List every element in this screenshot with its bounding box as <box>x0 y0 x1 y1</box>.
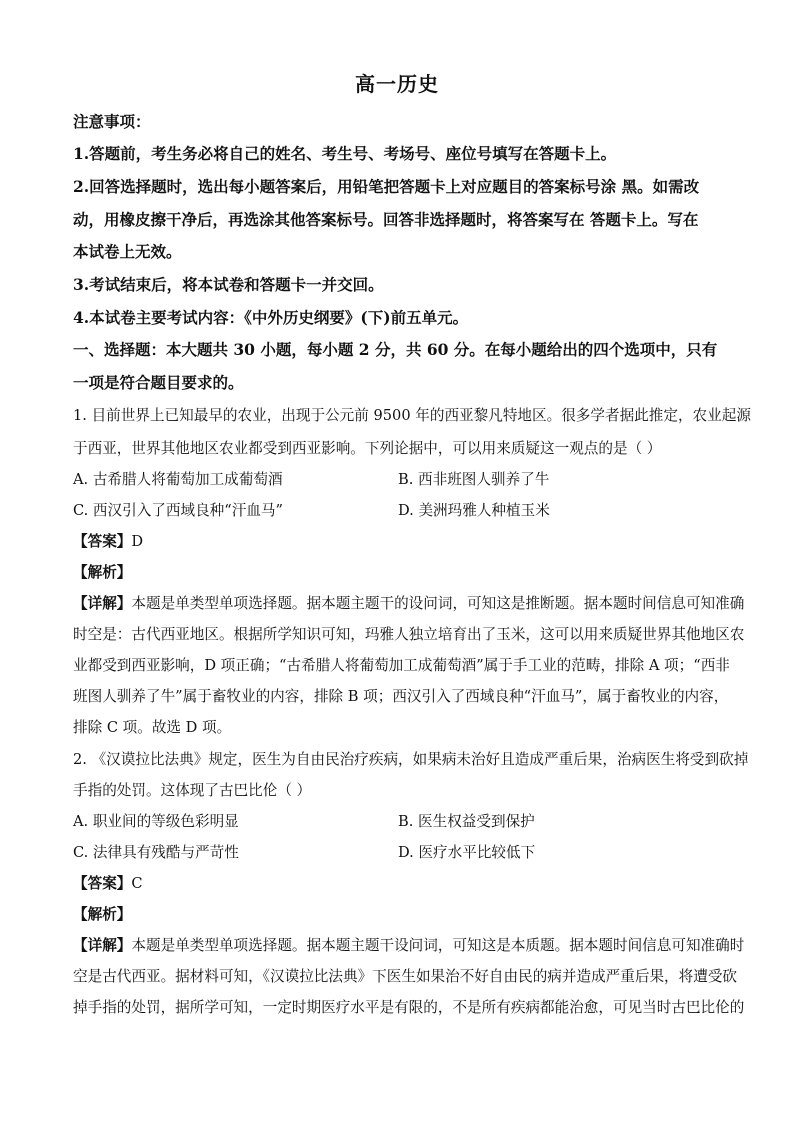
page-title: 高一历史 <box>355 72 439 96</box>
q2-detail-line-3: 掉手指的处罚，据所学可知，一定时期医疗水平是有限的，不是所有疾病都能治愈，可见当时古巴比伦的 <box>73 999 745 1016</box>
q2-detail-line-2: 空是古代西亚。据材料可知，《汉谟拉比法典》下医生如果治不好自由民的病并造成严重后果，将遭受砍 <box>73 968 738 985</box>
notice-item-3: 3.考试结束后，将本试卷和答题卡一并交回。 <box>73 275 384 294</box>
q2-detail-text-1: 本题是单类型单项选择题。据本题主题干设问词，可知这是本质题。据本题时间信息可知准确时 <box>131 937 745 954</box>
notice-item-2-line-2: 动，用橡皮擦干净后，再选涂其他答案标号。回答非选择题时，将答案写在 答题卡上。写在 <box>73 210 699 229</box>
q1-detail-line-4: 班图人驯养了牛”属于畜牧业的内容，排除 B 项；西汉引入了西域良种“汗血马”，属于畜牧业的内容， <box>73 688 729 705</box>
q1-stem-line-2: 于西亚，世界其他地区农业都受到西亚影响。下列论据中，可以用来质疑这一观点的是（ ） <box>73 440 662 457</box>
q1-option-a: A. 古希腊人将葡萄加工成葡萄酒 <box>73 471 283 488</box>
q1-option-b: B. 西非班图人驯养了牛 <box>398 471 550 488</box>
q2-option-d: D. 医疗水平比较低下 <box>398 844 536 861</box>
q2-option-b: B. 医生权益受到保护 <box>398 813 535 830</box>
section-instruction-line-2: 一项是符合题目要求的。 <box>73 373 244 392</box>
q2-stem-line-1: 2. 《汉谟拉比法典》规定，医生为自由民治疗疾病，如果病未治好且造成严重后果，治病医生将受到砍掉 <box>73 751 749 768</box>
q1-answer-tag: 【答案】 <box>73 533 132 550</box>
q1-stem-line-1: 1. 目前世界上已知最早的农业，出现于公元前 9500 年的西亚黎凡特地区。很多学者据此推定，农业起源 <box>73 407 751 424</box>
notice-item-2-line-1: 2.回答选择题时，选出每小题答案后，用铅笔把答题卡上对应题目的答案标号涂 黑。如需改 <box>73 177 700 196</box>
q2-analysis-tag: 【解析】 <box>73 906 132 923</box>
q1-answer-value: D <box>131 533 144 550</box>
q1-detail-line-2: 时空是：古代西亚地区。根据所学知识可知，玛雅人独立培育出了玉米，这可以用来质疑世界其他地区农 <box>73 626 745 643</box>
q1-analysis-tag: 【解析】 <box>73 564 132 581</box>
q2-answer <box>73 872 143 893</box>
section-instruction-line-1: 一、选择题：本大题共 30 小题，每小题 2 分，共 60 分。在每小题给出的四个选项中，只有 <box>73 340 718 359</box>
q2-stem-line-2: 手指的处罚。这体现了古巴比伦（ ） <box>73 782 312 799</box>
q1-detail-tag: 【详解】 <box>73 595 132 612</box>
q2-detail-line-1 <box>73 934 744 955</box>
q2-answer-value: C <box>131 875 143 892</box>
q1-option-c: C. 西汉引入了西域良种“汗血马” <box>73 502 283 519</box>
q1-answer <box>73 530 143 551</box>
notice-heading: 注意事项： <box>73 112 151 131</box>
notice-item-4: 4.本试卷主要考试内容：《中外历史纲要》(下)前五单元。 <box>73 308 469 327</box>
q1-detail-text-1: 本题是单类型单项选择题。据本题主题干的设问词，可知这是推断题。据本题时间信息可知准确 <box>131 595 745 612</box>
q2-answer-tag: 【答案】 <box>73 875 132 892</box>
q1-detail-line-5: 排除 C 项。故选 D 项。 <box>73 719 232 736</box>
notice-item-1: 1.答题前，考生务必将自己的姓名、考生号、考场号、座位号填写在答题卡上。 <box>73 144 617 163</box>
q1-detail-line-3: 业都受到西亚影响，D 项正确；“古希腊人将葡萄加工成葡萄酒”属于手工业的范畴，排除 A 项；“西非 <box>73 657 730 674</box>
q2-option-a: A. 职业间的等级色彩明显 <box>73 813 239 830</box>
q1-option-d: D. 美洲玛雅人种植玉米 <box>398 502 550 519</box>
q2-option-c: C. 法律具有残酷与严苛性 <box>73 844 239 861</box>
notice-item-2-line-3: 本试卷上无效。 <box>73 242 182 261</box>
q2-detail-tag: 【详解】 <box>73 937 132 954</box>
q1-detail-line-1 <box>73 592 744 613</box>
